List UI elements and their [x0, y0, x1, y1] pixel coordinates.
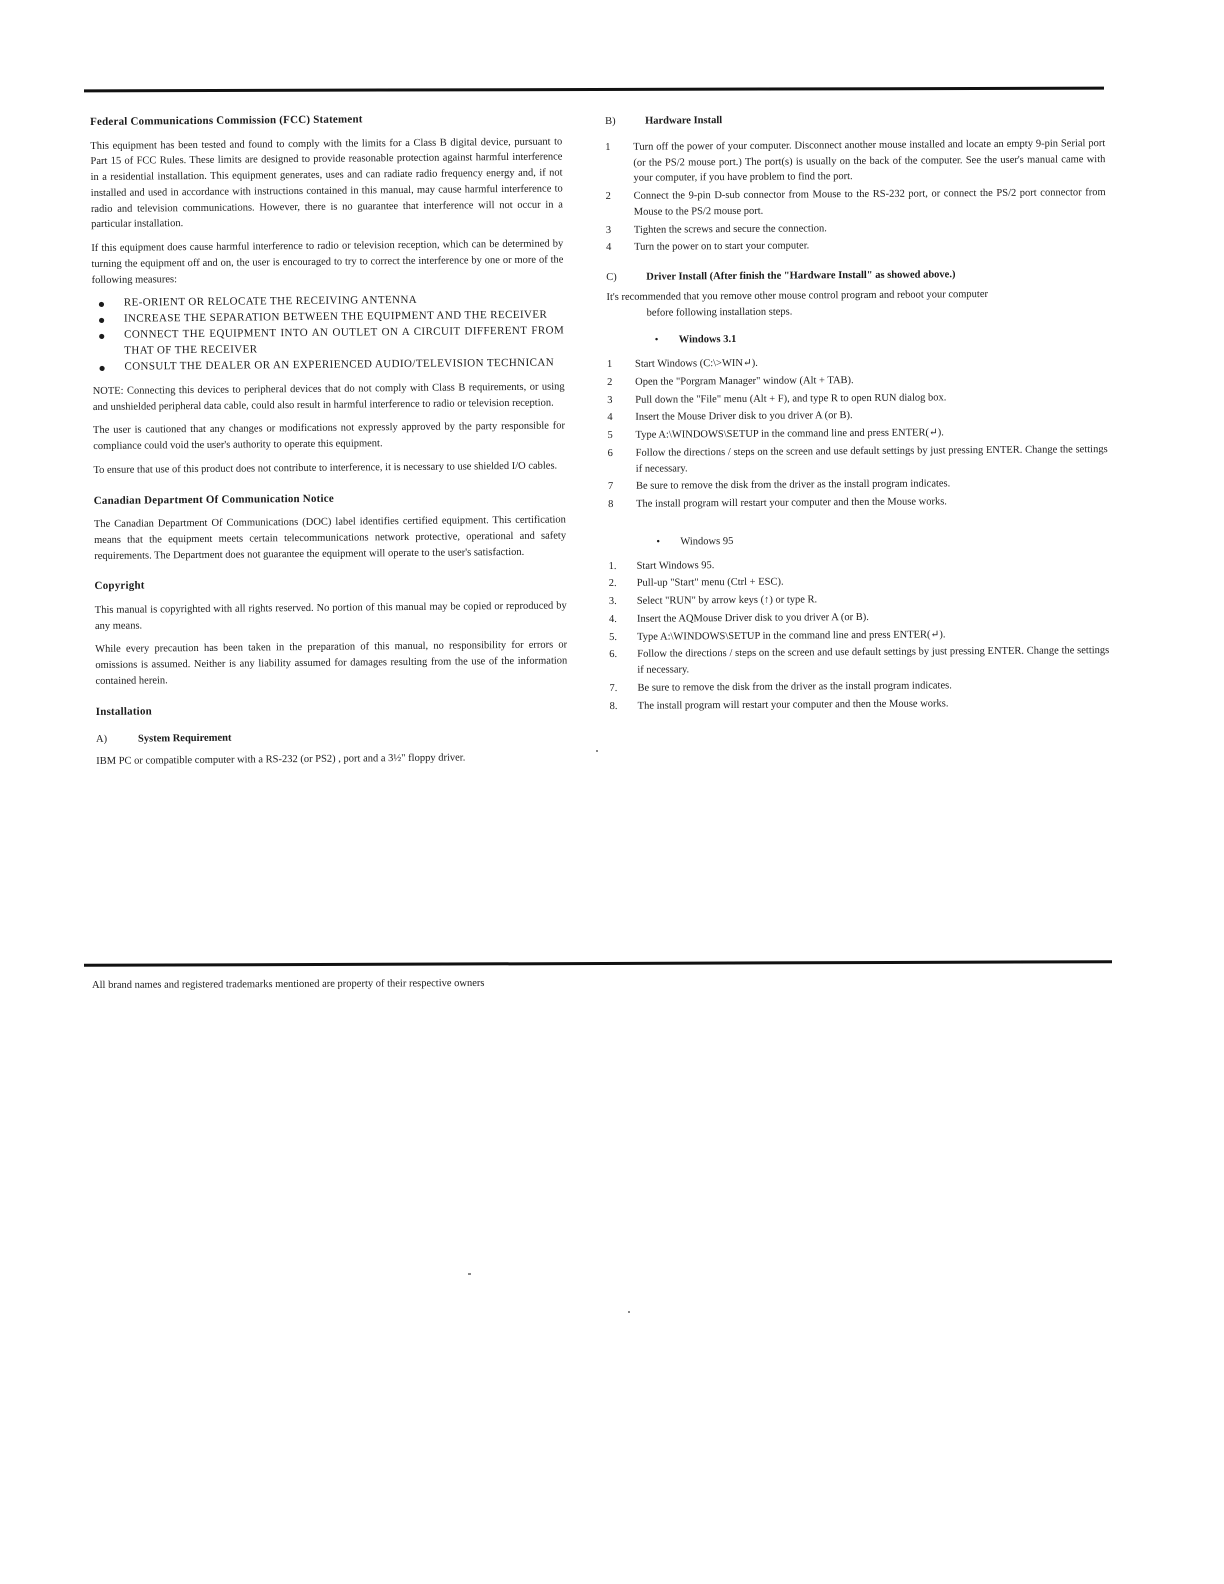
list-item: 3 Pull down the "File" menu (Alt + F), and type R to open RUN dialog box.	[607, 391, 947, 406]
fcc-note: NOTE: Connecting this devices to peripheral devices that do not comply with Class B requirements, or using and unshielded peripheral data cable, could also result in harmful interference to radio or television reception.	[92, 381, 565, 413]
driver-intro: It's recommended that you remove other mouse control program and reboot your computer before following installation steps.	[606, 288, 989, 319]
doc-title: Canadian Department Of Communication Notice	[93, 492, 334, 507]
system-requirement-heading	[96, 728, 568, 748]
scan-speck	[628, 1311, 630, 1313]
list-item: 5. Type A:\WINDOWS\SETUP in the command line and press ENTER(↵).	[609, 628, 946, 643]
windows31-title: Windows 3.1	[678, 334, 737, 346]
scan-speck	[596, 750, 598, 752]
list-item: ● CONNECT THE EQUIPMENT INTO AN OUTLET ON A CIRCUIT DIFFERENT FROM THAT OF THE RECEIVER	[98, 324, 565, 357]
hardware-install-heading	[605, 110, 1105, 130]
bullet-icon: •	[656, 536, 661, 548]
section-letter: C)	[606, 271, 617, 283]
windows95-heading	[656, 531, 1108, 550]
doc-paragraph: The Canadian Department Of Communications (DOC) label identifies certified equipment. This certification means that the equipment meets certain telecommunications network protective, operational and safety requirements. The Department does not guarantee the equipment will operate to the user's satisfaction.	[93, 514, 567, 562]
hardware-install-title: Hardware Install	[645, 115, 723, 127]
fcc-paragraph-4: To ensure that use of this product does not contribute to interference, it is necessary to use shielded I/O cables.	[93, 460, 558, 476]
copyright-paragraph-1: This manual is copyrighted with all rights reserved. No portion of this manual may be copied or reproduced by any means.	[94, 600, 567, 632]
list-item: ● CONSULT THE DEALER OR AN EXPERIENCED AUDIO/TELEVISION TECHNICAN	[92, 355, 564, 375]
footer-trademark-note: All brand names and registered trademarks mentioned are property of their respective owners	[92, 977, 485, 991]
fcc-paragraph-2: If this equipment does cause harmful interference to radio or television reception, which can be determined by turning the equipment off and on, the user is encouraged to try to correct the interference by one or more of the following measures:	[91, 238, 564, 286]
bullet-icon: ●	[97, 297, 106, 312]
copyright-title: Copyright	[94, 579, 145, 593]
list-item: 1 Start Windows (C:\>WIN↵).	[606, 357, 758, 370]
list-item: 7. Be sure to remove the disk from the driver as the install program indicates.	[609, 680, 952, 694]
windows31-heading	[655, 329, 1107, 348]
driver-install-title: Driver Install (After finish the "Hardware Install" as showed above.)	[646, 269, 956, 283]
list-item: ● INCREASE THE SEPARATION BETWEEN THE EQUIPMENT AND THE RECEIVER	[92, 308, 564, 328]
bottom-rule	[84, 960, 1112, 967]
windows95-title: Windows 95	[680, 535, 734, 548]
right-column	[605, 110, 1110, 724]
top-rule	[84, 87, 1104, 93]
list-item: 4 Insert the Mouse Driver disk to you driver A (or B).	[607, 410, 853, 424]
windows95-steps	[608, 555, 1109, 715]
bullet-icon: ●	[97, 313, 106, 328]
system-requirement-title: System Requirement	[137, 732, 232, 745]
list-item: 1. Start Windows 95.	[608, 559, 715, 572]
bullet-icon: ●	[98, 328, 106, 344]
list-item: 8. The install program will restart your computer and then the Mouse works.	[609, 697, 949, 712]
bullet-icon: ●	[98, 360, 107, 375]
section-letter: B)	[605, 115, 616, 127]
list-item: 1 Turn off the power of your computer. Disconnect another mouse installed and locate an empty 9-pin Serial port (or the PS/2 mouse port.) The port(s) is usually on the back of the computer. See the user's manual came with your computer, if you have problem to find the port.	[605, 137, 1106, 185]
copyright-paragraph-2: While every precaution has been taken in the preparation of this manual, no responsibility for errors or omissions is assumed. Neither is any liability assumed for damages resulting from the use of the information contained herein.	[95, 639, 568, 687]
fcc-paragraph-3: The user is cautioned that any changes or modifications not expressly approved by the party responsible for compliance could void the user's authority to operate this equipment.	[92, 420, 566, 453]
list-item: 3 Tighten the screws and secure the connection.	[605, 222, 827, 236]
windows31-steps	[607, 353, 1108, 513]
list-item: ● RE-ORIENT OR RELOCATE THE RECEIVING ANTENNA	[92, 292, 564, 312]
list-item: 2 Connect the 9-pin D-sub connector from Mouse to the RS-232 port, or connect the PS/2 port connector from Mouse to the PS/2 mouse port.	[605, 187, 1106, 218]
installation-title: Installation	[95, 705, 152, 718]
list-item: 2. Pull-up "Start" menu (Ctrl + ESC).	[608, 576, 784, 590]
list-item: 6 Follow the directions / steps on the screen and use default settings by just pressing ENTER. Change the settings if necessary.	[607, 443, 1108, 475]
fcc-paragraph-1: This equipment has been tested and found to comply with the limits for a Class B digital device, pursuant to Part 15 of FCC Rules. These limits are designed to provide reasonable protection against harmful interference in a residential installation. This equipment generates, uses and can radiate radio frequency energy and, if not installed and used in accordance with instructions contained in this manual, may cause harmful interference to radio and television communications. However, there is no guarantee that interference will not occur in a particular installation.	[90, 135, 563, 231]
hardware-steps	[605, 136, 1106, 256]
list-item: 8 The install program will restart your computer and then the Mouse works.	[608, 496, 947, 510]
driver-install-heading	[606, 266, 1106, 286]
list-item: 4 Turn the power on to start your computer.	[606, 240, 810, 254]
list-item: 4. Insert the AQMouse Driver disk to you driver A (or B).	[608, 611, 869, 625]
list-item: 5 Type A:\WINDOWS\SETUP in the command line and press ENTER(↵).	[607, 427, 944, 441]
left-column	[90, 109, 568, 777]
list-item: 6. Follow the directions / steps on the screen and use default settings by just pressing ENTER. Change the settings if necessary.	[609, 645, 1110, 676]
list-item: 2 Open the "Porgram Manager" window (Alt + TAB).	[607, 374, 854, 388]
section-letter: A)	[95, 734, 108, 746]
bullet-icon: •	[654, 334, 659, 346]
system-requirement-text: IBM PC or compatible computer with a RS-232 (or PS2) , port and a 3½" floppy driver.	[96, 752, 466, 767]
scan-speck	[468, 1273, 471, 1275]
fcc-measures-list	[92, 292, 565, 376]
fcc-title: Federal Communications Commission (FCC) Statement	[90, 113, 363, 128]
list-item: 3. Select "RUN" by arrow keys (↑) or type R.	[608, 594, 818, 607]
list-item: 7 Be sure to remove the disk from the driver as the install program indicates.	[607, 478, 951, 493]
